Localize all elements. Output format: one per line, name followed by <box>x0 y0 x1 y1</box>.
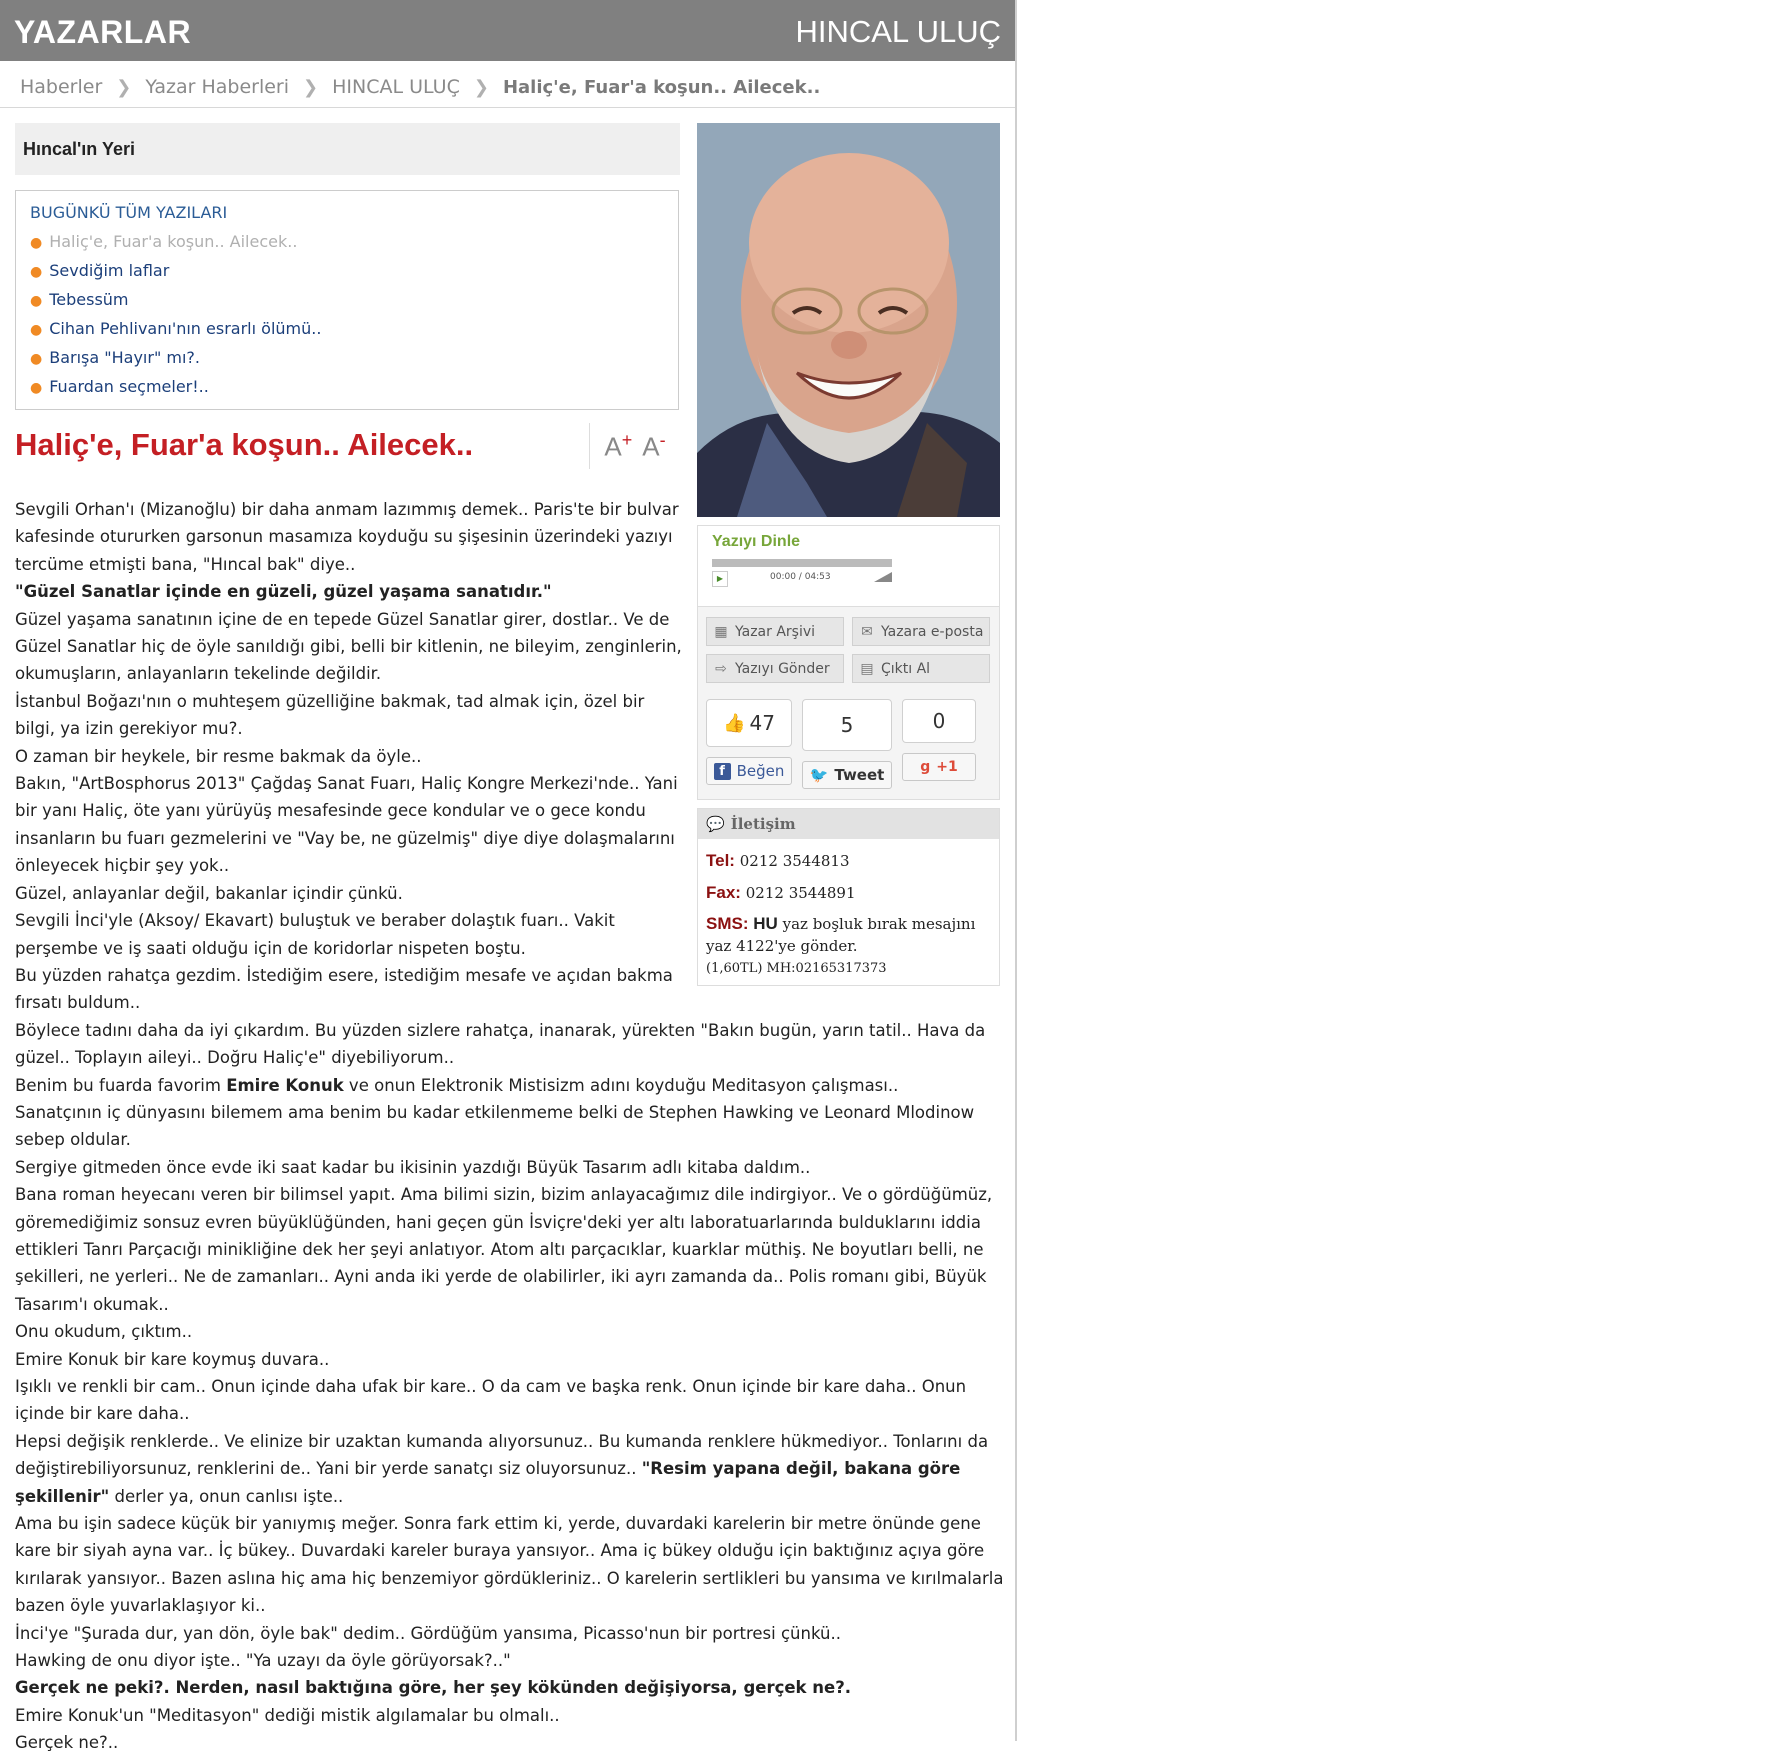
facebook-like-button[interactable] <box>706 757 792 785</box>
paragraph: Gerçek ne?.. <box>15 1733 119 1753</box>
progress-bar[interactable] <box>712 559 892 567</box>
paragraph: Güzel, anlayanlar değil, bakanlar içindir çünkü. <box>15 883 403 903</box>
thumbs-up-icon: 👍 <box>723 712 746 734</box>
bold-quote: "Resim yapana değil, bakana göre şekillenir" <box>15 1459 961 1506</box>
paragraph <box>15 578 687 605</box>
bold-question: Gerçek ne peki?. Nerden, nasıl baktığına göre, her şey kökünden değişiyorsa, gerçek ne?. <box>15 1678 852 1698</box>
font-increase-label: A <box>604 431 622 462</box>
paragraph: Bakın, "ArtBosphorus 2013" Çağdaş Sanat Fuarı, Haliç Kongre Merkezi'nde.. Yani bir yanı Haliç, öte yanı yürüyüş mesafesinde gece kondular ve o gece kondu insanların bu fuarı gezmelerini ve "Vay be, ne güzelmiş" diye diye dolaşmalarını önleyecek hiçbir şey yok.. <box>15 774 678 876</box>
font-increase-button[interactable] <box>604 430 632 463</box>
audio-player[interactable] <box>712 559 892 585</box>
text: ve onun Elektronik Mistisizm adını koyduğu Meditasyon çalışması.. <box>343 1075 899 1095</box>
chevron-right-icon: ❯ <box>473 76 489 98</box>
paragraph: Güzel yaşama sanatının içine de en tepede Güzel Sanatlar girer, dostlar.. Ve de Güzel Sanatlar hiç de öyle sanıldığı gibi, belli bir kitlenin, ne bileyim, zenginlerin, okumuşların, anlayanların tekelinde değildir. <box>15 609 682 684</box>
bullet-icon: ● <box>30 235 43 251</box>
paragraph: Emire Konuk bir kare koymuş duvara.. <box>15 1349 330 1369</box>
bullet-icon: ● <box>30 351 43 367</box>
breadcrumb-item-yazar-haberleri[interactable]: Yazar Haberleri <box>145 76 290 98</box>
paragraph: Bu yüzden rahatça gezdim. İstediğim esere, istediğim mesafe ve açıdan bakma fırsatı buldum.. <box>15 965 673 1013</box>
sms-label: SMS: <box>706 914 749 933</box>
email-author-button[interactable] <box>852 617 990 646</box>
paragraph: Işıklı ve renkli bir cam.. Onun içinde daha ufak bir kare.. O da cam ve başka renk. Onun içinde bir kare daha.. Onun içinde bir kare daha.. <box>15 1377 967 1424</box>
list-item-label: Sevdiğim laflar <box>49 261 170 280</box>
tools-panel <box>697 607 1000 800</box>
google-plus-icon: g <box>920 759 931 775</box>
paragraph <box>15 1072 1005 1099</box>
breadcrumb-item-haberler[interactable]: Haberler <box>20 76 103 98</box>
paragraph: İstanbul Boğazı'nın o muhteşem güzelliğine bakmak, tad almak için, özel bir bilgi, ya izin gerekiyor mu?. <box>15 691 645 739</box>
sms-code: HU <box>753 914 778 933</box>
paragraph: Sanatçının iç dünyasını bilemem ama benim bu kadar etkilenmeme belki de Stephen Hawking ve Leonard Mlodinow sebep oldular. <box>15 1102 975 1150</box>
paragraph <box>15 1428 1005 1510</box>
bullet-icon: ● <box>30 293 43 309</box>
author-name[interactable]: HINCAL ULUÇ <box>795 14 1001 49</box>
paragraph: O zaman bir heykele, bir resme bakmak da öyle.. <box>15 746 422 766</box>
print-button[interactable] <box>852 654 990 683</box>
breadcrumb-item-author[interactable]: HINCAL ULUÇ <box>332 76 460 98</box>
list-item[interactable] <box>30 345 664 374</box>
send-icon: ⇨ <box>715 660 727 677</box>
author-archive-label: Yazar Arşivi <box>735 623 816 640</box>
list-item-label: Barışa "Hayır" mı?. <box>49 348 200 367</box>
text: Hepsi değişik renklerde.. Ve elinize bir uzaktan kumanda alıyorsunuz.. Bu kumanda renklere hükmediyor.. Tonlarını da değiştirebiliyorsunuz, renklerini de.. Yani bir yerde sanatçı siz oluyorsunuz.. <box>15 1431 989 1479</box>
google-plus-button[interactable] <box>902 753 976 781</box>
tweet-label: Tweet <box>834 766 885 784</box>
paragraph: Hawking de onu diyor işte.. "Ya uzayı da öyle görüyorsak?.." <box>15 1651 511 1671</box>
social-buttons <box>706 699 991 789</box>
plus-one-label: +1 <box>936 759 958 775</box>
list-item[interactable] <box>30 229 664 258</box>
volume-icon[interactable] <box>874 572 892 582</box>
contact-body <box>698 839 999 985</box>
print-label: Çıktı Al <box>881 660 931 677</box>
list-item-label: Cihan Pehlivanı'nın esrarlı ölümü.. <box>49 319 322 338</box>
speech-bubble-icon: 💬 <box>706 815 725 833</box>
sms-price: (1,60TL) MH:02165317373 <box>706 961 887 976</box>
article-title-row <box>15 423 680 481</box>
column-title: Hıncal'ın Yeri <box>15 123 680 175</box>
fax-line <box>706 877 991 909</box>
send-article-button[interactable] <box>706 654 844 683</box>
todays-articles-list <box>30 229 664 403</box>
list-item-label: Tebessüm <box>49 290 129 309</box>
list-item-label: Haliç'e, Fuar'a koşun.. Ailecek.. <box>49 232 298 251</box>
font-size-controls <box>589 423 680 469</box>
send-article-label: Yazıyı Gönder <box>735 660 830 677</box>
tel-label: Tel: <box>706 851 735 870</box>
tel-value[interactable]: 0212 3544813 <box>739 852 850 870</box>
todays-articles-title[interactable]: BUGÜNKÜ TÜM YAZILARI <box>30 203 228 222</box>
list-item[interactable] <box>30 258 664 287</box>
like-count <box>706 699 792 747</box>
fax-label: Fax: <box>706 883 741 902</box>
article-title: Haliç'e, Fuar'a koşun.. Ailecek.. <box>15 427 474 462</box>
email-author-label: Yazara e-posta <box>881 623 984 640</box>
divider <box>0 107 1015 108</box>
tweet-button[interactable] <box>802 761 892 789</box>
bold-quote: "Güzel Sanatlar içinde en güzeli, güzel yaşama sanatıdır." <box>15 582 552 602</box>
paragraph: İnci'ye "Şurada dur, yan dön, öyle bak" dedim.. Gördüğüm yansıma, Picasso'nun bir portresi çünkü.. <box>15 1623 841 1643</box>
tel-line <box>706 845 991 877</box>
paragraph: Böylece tadını daha da iyi çıkardım. Bu yüzden sizlere rahatça, inanarak, yürekten "Bakın bugün, yarın tatil.. Hava da güzel.. Toplayın aileyi.. Doğru Haliç'e" diyebiliyorum.. <box>15 1020 986 1068</box>
paragraph <box>15 1674 1005 1701</box>
paragraph: Onu okudum, çıktım.. <box>15 1322 193 1342</box>
bullet-icon: ● <box>30 322 43 338</box>
play-icon[interactable]: ▶ <box>712 571 728 587</box>
paragraph: Sergiye gitmeden önce evde iki saat kadar bu ikisinin yazdığı Büyük Tasarım adlı kitaba daldım.. <box>15 1157 811 1177</box>
text: derler ya, onun canlısı işte.. <box>109 1486 344 1506</box>
contact-title: İletişim <box>730 815 796 833</box>
breadcrumb <box>20 72 820 102</box>
bold-name: Emire Konuk <box>226 1075 344 1095</box>
todays-articles-box <box>15 190 679 410</box>
plus-one-count: 0 <box>902 699 976 743</box>
author-archive-button[interactable] <box>706 617 844 646</box>
font-decrease-label: A <box>642 431 660 462</box>
chevron-right-icon: ❯ <box>116 76 132 98</box>
paragraph: Sevgili Orhan'ı (Mizanoğlu) bir daha anmam lazımmış demek.. Paris'te bir bulvar kafesinde otururken garsonun masamıza koyduğu su şişesinin üzerindeki yazıyı tercüme etmişti bana, "Hıncal bak" diye.. <box>15 500 679 574</box>
contact-box <box>697 808 1000 986</box>
sms-line <box>706 913 991 957</box>
like-count-value: 47 <box>749 711 775 735</box>
paragraph: Ama bu işin sadece küçük bir yanıymış meğer. Sonra fark ettim ki, yerde, duvardaki karelerin bir metre önünde gene kare bir siyah ayna var.. İç bükey.. Duvardaki kareler buraya yansıyor.. Ama iç bükey olduğu için baktığınız açıya göre kırılarak yansıyor.. Bazen aslına hiç ama hiç benzemiyor gördükleriniz.. O karelerin sertlikleri bu yansıma ve kırılmalarla bazen öyle yuvarlaklaşıyor ki.. <box>15 1514 1004 1616</box>
paragraph: Bana roman heyecanı veren bir bilimsel yapıt. Ama bilimi sizin, bizim anlayacağımız dile indirgiyor.. Ve o gördüğümüz, göremediğimiz sonsuz evren büyüklüğünden, hani geçen gün İsviçre'deki yer altı laboratuarlarında bulduklarını iddia ettikleri Tanrı Parçacığı minikliğine dek her şeyi anlatıyor. Atom altı parçacıklar, kuarklar müthiş. Ne boyutları belli, ne şekilleri, ne yerleri.. Ne de zamanları.. Ayni anda iki yerde de olabilirler, iki ayrı zamanda da.. Polis romanı gibi, Büyük Tasarım'ı okumak.. <box>15 1185 993 1314</box>
bullet-icon: ● <box>30 380 43 396</box>
list-item[interactable] <box>30 374 664 403</box>
list-item[interactable] <box>30 287 664 316</box>
print-icon: ▤ <box>860 660 874 677</box>
list-item[interactable] <box>30 316 664 345</box>
fax-value: 0212 3544891 <box>745 884 856 902</box>
envelope-icon: ✉ <box>861 623 873 640</box>
paragraph: Emire Konuk'un "Meditasyon" dediği mistik algılamalar bu olmalı.. <box>15 1705 560 1725</box>
facebook-icon: f <box>714 763 731 780</box>
chevron-right-icon: ❯ <box>303 76 319 98</box>
text: Benim bu fuarda favorim <box>15 1075 227 1095</box>
right-column <box>697 123 1000 986</box>
minus-icon: - <box>659 429 666 450</box>
author-photo <box>697 123 1000 517</box>
font-decrease-button[interactable] <box>642 430 665 463</box>
paragraph: Sevgili İnci'yle (Aksoy/ Ekavart) buluştuk ve beraber dolaştık fuarı.. Vakit perşembe ve iş saati olduğu için de koridorlar nispeten boştu. <box>15 911 615 958</box>
contact-header <box>698 809 999 839</box>
grid-icon: ▦ <box>714 623 728 640</box>
twitter-icon: 🐦 <box>809 766 829 784</box>
list-item-label: Fuardan seçmeler!.. <box>49 377 209 396</box>
listen-widget <box>697 525 1000 607</box>
like-label: Beğen <box>736 762 785 780</box>
listen-title: Yazıyı Dinle <box>712 533 801 550</box>
sms-text: yaz boşluk bırak mesajını yaz 4122'ye gönder. <box>706 915 976 955</box>
bullet-icon: ● <box>30 264 43 280</box>
plus-icon: + <box>621 429 633 450</box>
top-bar <box>0 0 1015 61</box>
breadcrumb-current: Haliç'e, Fuar'a koşun.. Ailecek.. <box>502 76 821 98</box>
section-title[interactable]: YAZARLAR <box>14 14 192 50</box>
left-column <box>15 123 680 481</box>
tweet-count: 5 <box>802 699 892 751</box>
time-display: 00:00 / 04:53 <box>770 572 831 582</box>
author-portrait-image <box>697 123 1000 517</box>
